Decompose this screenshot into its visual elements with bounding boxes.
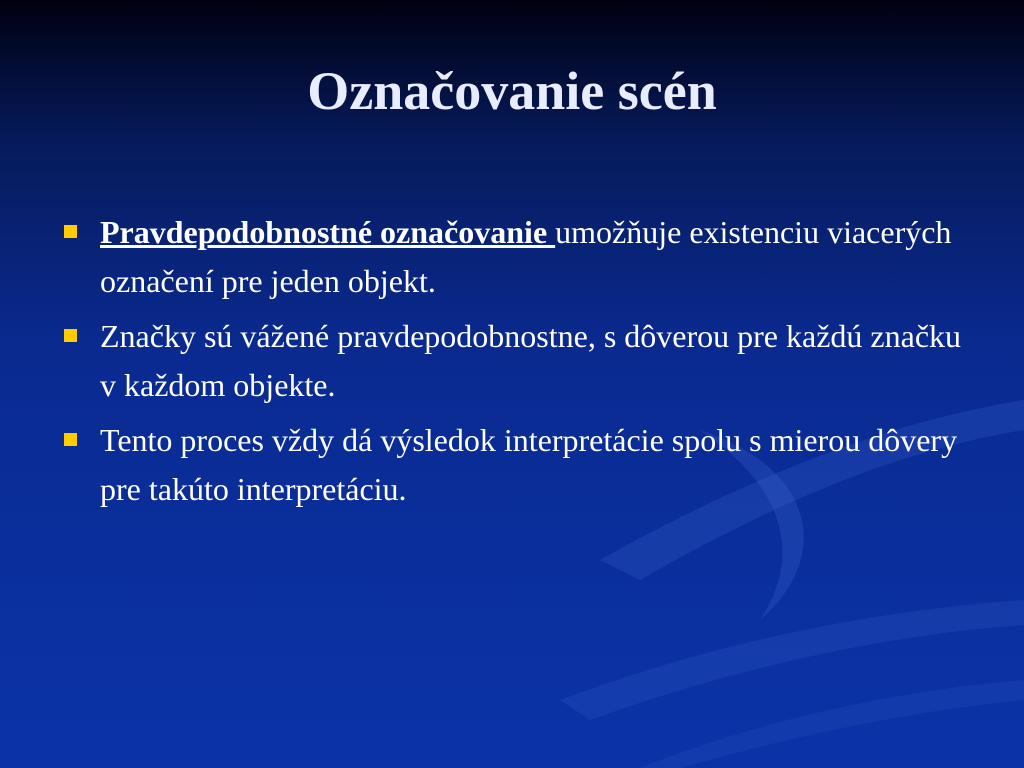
bullet-list bbox=[62, 208, 962, 520]
bullet-text: Tento proces vždy dá výsledok interpretácie spolu s mierou dôvery pre takúto interpretáciu. bbox=[100, 422, 958, 507]
bullet-item bbox=[62, 416, 962, 514]
bullet-item bbox=[62, 208, 962, 306]
square-bullet-icon bbox=[64, 433, 77, 446]
bullet-item bbox=[62, 312, 962, 410]
slide-title: Označovanie scén bbox=[307, 61, 717, 121]
square-bullet-icon bbox=[64, 225, 77, 238]
bullet-term: Pravdepodobnostné označovanie bbox=[100, 214, 556, 250]
square-bullet-icon bbox=[64, 329, 77, 342]
bullet-text: umožňuje existenciu viacerých označení pre jeden objekt. bbox=[100, 214, 952, 299]
bullet-text: Značky sú vážené pravdepodobnostne, s dôverou pre každú značku v každom objekte. bbox=[100, 318, 962, 403]
